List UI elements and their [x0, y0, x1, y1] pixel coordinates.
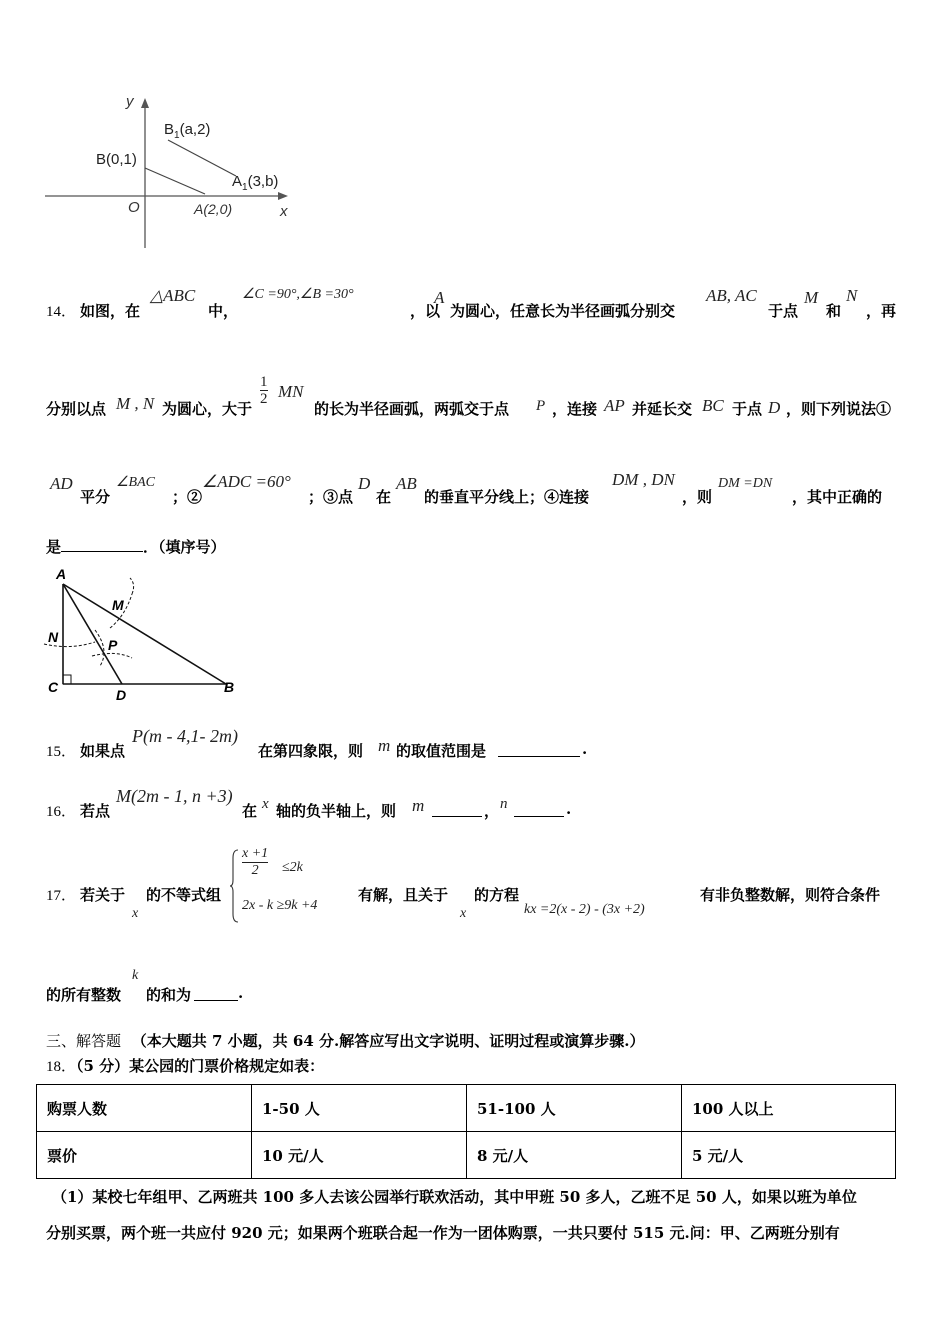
q14-text: ，以: [410, 302, 441, 320]
ticket-price-table: [36, 1084, 896, 1179]
q14-text: 于点: [768, 302, 799, 320]
q16-text: 在: [242, 802, 258, 820]
q16-number: 16．: [46, 804, 77, 820]
section-3-heading: [46, 1030, 644, 1051]
answer-blank[interactable]: [498, 742, 580, 757]
point-a1-label: $A_1(3,b)$: [232, 173, 279, 193]
table-cell: 购票人数: [37, 1085, 252, 1132]
table-row: [37, 1085, 896, 1132]
q14-text: ，则: [682, 488, 713, 506]
q14-math-mn: M , N: [116, 394, 155, 413]
q17-text: 的不等式组: [146, 886, 222, 904]
answer-blank[interactable]: [432, 802, 482, 817]
q18-part1-line-2: 分别买票，两个班一共应付 920 元；如果两个班联合起一作为一团体购票，一共只要付 515 元.问：甲、乙两班分别有: [46, 1224, 840, 1242]
q14-text: 和: [826, 302, 842, 320]
q14-line-4: [46, 536, 226, 557]
q14-math-m: M: [804, 288, 819, 307]
q16-math-m: m: [412, 796, 425, 815]
q17-math-x: x: [460, 906, 467, 921]
table-cell: 51-100 人: [467, 1085, 682, 1132]
q15-number: 15．: [46, 744, 77, 760]
q17-text: 的所有整数: [46, 986, 122, 1004]
q14-text: 为圆心，任意长为半径画弧分别交: [450, 302, 676, 320]
q15-text: 在第四象限，则: [258, 742, 364, 760]
q14-text: 中，: [208, 302, 239, 320]
q17-math-k: k: [132, 968, 139, 983]
q14-math-d: D: [768, 398, 781, 417]
q14-text: 分别以点: [46, 400, 107, 418]
q14-math-d: D: [358, 474, 371, 493]
q15-line: [46, 724, 906, 760]
point-m-label: M: [112, 597, 124, 613]
q14-math-angle-bac: ∠BAC: [116, 475, 155, 490]
q14-text: ；③点: [308, 488, 354, 506]
q18-number: 18．: [46, 1059, 77, 1075]
table-row: [37, 1132, 896, 1179]
q14-math-n: N: [846, 286, 858, 305]
q18-text: （5 分）某公园的门票价格规定如表：: [76, 1057, 325, 1075]
q14-text: ，再: [866, 302, 897, 320]
q14-text: 并延长交: [632, 400, 693, 418]
table-cell: 8 元/人: [467, 1132, 682, 1179]
q17-math-ineq-2: 2x - k ≥9k +4: [242, 898, 318, 913]
q17-math-ineq-1: ≤2k: [282, 860, 303, 875]
q18-part1-line-1: （1）某校七年组甲、乙两班共 100 多人去该公园举行联欢活动，其中甲班 50 多人，乙班不足 50 人，如果以班为单位: [52, 1188, 857, 1206]
x-axis-label: x: [280, 203, 288, 220]
q17-fraction: $\frac{x +1}{2}$: [242, 846, 269, 878]
q14-text: 如图，在: [80, 302, 141, 320]
q14-math-mn-length: MN: [278, 382, 304, 401]
brace-icon: [230, 848, 240, 924]
q14-math-dm-dn: DM , DN: [612, 470, 675, 489]
q17-line-2: [46, 966, 906, 1006]
point-d-label: D: [116, 687, 127, 703]
q16-text: 若点: [80, 802, 111, 820]
q14-text: 于点: [732, 400, 763, 418]
q14-line-3: [46, 470, 906, 510]
q17-math-x: x: [132, 906, 139, 921]
q16-math-point: M(2m - 1, n +3): [116, 786, 233, 806]
q16-text: 轴的负半轴上，则: [276, 802, 397, 820]
section-title: 三、解答题: [46, 1032, 122, 1050]
q16-math-x: x: [262, 796, 269, 812]
q17-text: 的和为: [146, 986, 192, 1004]
vertex-c-label: C: [48, 679, 59, 695]
q14-text: 在: [376, 488, 392, 506]
section-note: （本大题共 7 小题，共 64 分.解答应写出文字说明、证明过程或演算步骤.）: [131, 1032, 645, 1050]
table-cell: 100 人以上: [682, 1085, 896, 1132]
q14-number: 14．: [46, 304, 77, 320]
answer-blank[interactable]: [514, 802, 564, 817]
q16-line: [46, 784, 906, 820]
q14-math-angles: ∠C =90°,∠B =30°: [242, 287, 354, 302]
q14-text: 的垂直平分线上；④连接: [424, 488, 590, 506]
q15-math-m: m: [378, 736, 391, 755]
q14-fraction-half: $\frac{1}{2}$: [260, 374, 268, 407]
q14-line-2: [46, 372, 906, 422]
q15-text: 的取值范围是: [396, 742, 487, 760]
q14-text: 为圆心，大于: [162, 400, 253, 418]
point-b-label: B(0,1): [96, 151, 137, 168]
point-a-label: A(2,0): [194, 201, 233, 217]
q14-text: 的长为半径画弧，两弧交于点: [314, 400, 510, 418]
q15-text: .: [582, 740, 588, 758]
point-n-label: N: [48, 629, 59, 645]
q17-text: 有解，且关于: [358, 886, 449, 904]
table-cell: 票价: [37, 1132, 252, 1179]
q14-math-bc: BC: [702, 396, 724, 415]
answer-blank[interactable]: [194, 986, 238, 1001]
vertex-b-label: B: [224, 679, 235, 695]
q14-math-dm-eq-dn: DM =DN: [718, 476, 773, 491]
q14-line-1: [46, 286, 906, 326]
q14-text: 平分: [80, 488, 111, 506]
q17-math-equation: kx =2(x - 2) - (3x +2): [524, 902, 645, 917]
q17-number: 17．: [46, 888, 77, 904]
q14-text: ，连接: [552, 400, 598, 418]
q14-math-triangle: △ABC: [150, 286, 196, 305]
q14-text: ，则下列说法①: [786, 400, 892, 418]
q14-math-ap: AP: [604, 396, 625, 415]
point-p-label: P: [108, 637, 118, 653]
table-cell: 10 元/人: [252, 1132, 467, 1179]
q14-math-ab: AB: [396, 474, 417, 493]
q18-intro: [46, 1055, 324, 1076]
q14-math-ad: AD: [50, 474, 73, 493]
vertex-a-label: A: [56, 566, 67, 582]
q17-text: 有非负整数解，则符合条件: [700, 886, 881, 904]
q17-text: .: [238, 984, 244, 1002]
q17-text: 若关于: [80, 886, 126, 904]
q17-line-1: [46, 844, 906, 924]
q14-math-a: A: [434, 288, 445, 307]
q16-text: ，: [484, 802, 500, 820]
q14-text: ．（填序号）: [143, 538, 226, 556]
origin-label: O: [128, 199, 140, 216]
q14-text: ；②: [172, 488, 203, 506]
q16-text: .: [566, 800, 572, 818]
triangle-figure: [40, 564, 250, 704]
q14-text: 是: [46, 538, 62, 556]
q16-math-n: n: [500, 796, 508, 812]
q14-math-angle-adc: ∠ADC =60°: [202, 472, 291, 491]
y-axis-label: y: [126, 93, 134, 110]
q15-math-point: P(m - 4,1- 2m): [132, 726, 238, 746]
q17-text: 的方程: [474, 886, 520, 904]
coordinate-figure: [40, 88, 300, 253]
q14-text: ，其中正确的: [792, 488, 883, 506]
q14-math-p: P: [536, 398, 546, 414]
q14-math-ab-ac: AB, AC: [706, 286, 757, 305]
table-cell: 5 元/人: [682, 1132, 896, 1179]
point-b1-label: $B_1(a,2)$: [164, 121, 211, 141]
table-cell: 1-50 人: [252, 1085, 467, 1132]
q15-text: 如果点: [80, 742, 126, 760]
answer-blank[interactable]: [61, 537, 143, 552]
